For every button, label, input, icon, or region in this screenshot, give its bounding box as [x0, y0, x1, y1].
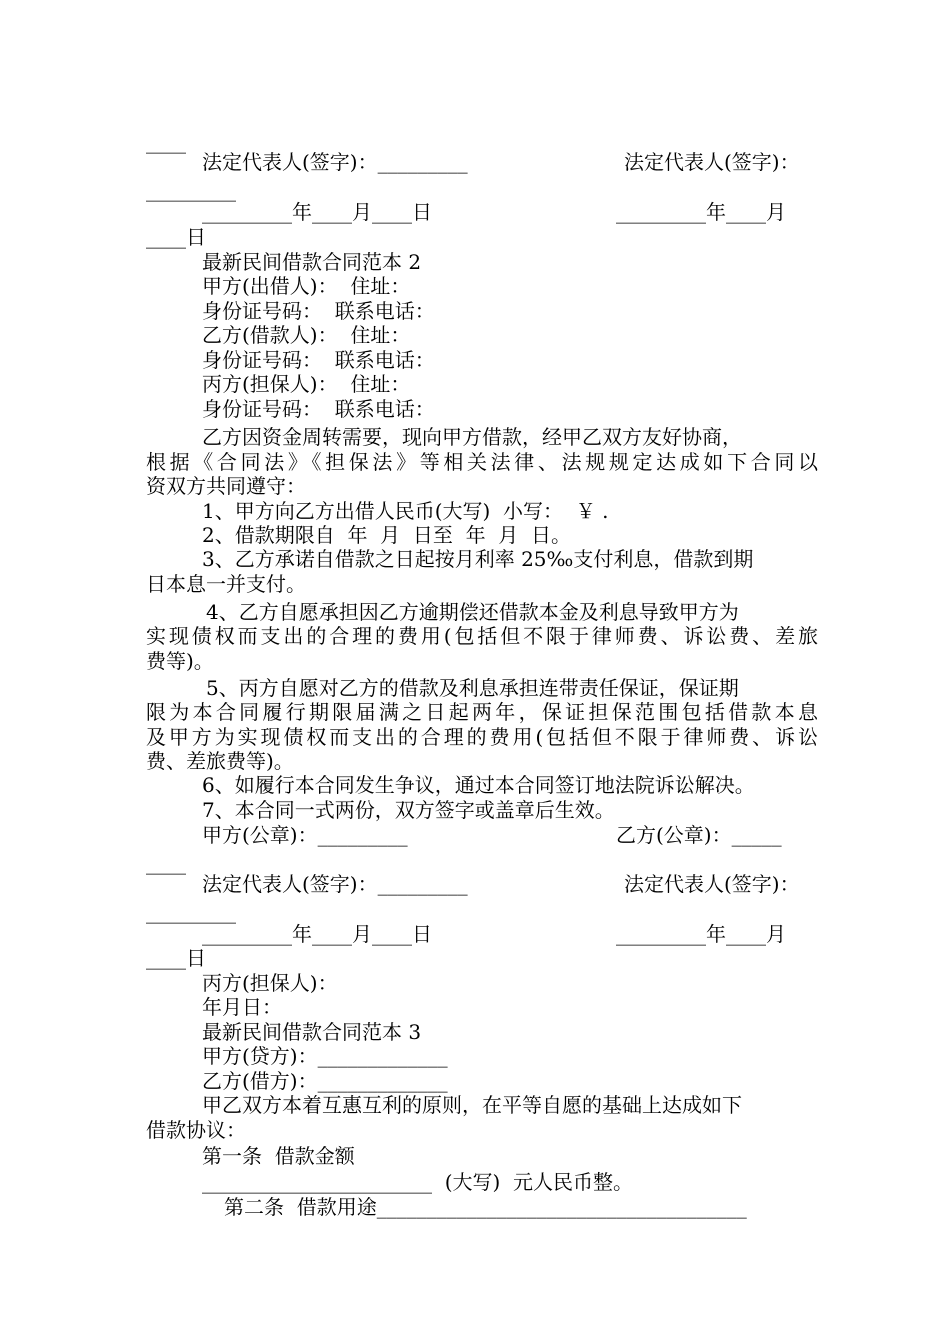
blank-line: ____ — [146, 851, 186, 875]
intro-text: 甲乙双方本着互惠互利的原则，在平等自愿的基础上达成如下 — [202, 1093, 742, 1117]
clause-6: 6、如履行本合同发生争议，通过本合同签订地法院诉讼解决。 — [202, 773, 755, 797]
clause-4-cont: 实现债权而支出的合理的费用(包括但不限于律师费、诉讼费、差旅 — [146, 624, 818, 648]
intro-text: 根据《合同法》《担保法》等相关法律、法规规定达成如下合同以 — [146, 450, 818, 474]
clause-3: 3、乙方承诺自借款之日起按月利率 25‰支付利息，借款到期 — [202, 547, 754, 571]
intro-text: 资双方共同遵守： — [146, 474, 306, 498]
id-line: 身份证号码： 联系电话： — [202, 397, 435, 421]
seal-left: 甲方(公章)：_________ — [202, 823, 408, 847]
date-line-right: _________年____月 — [616, 200, 786, 224]
contract-title: 最新民间借款合同范本 3 — [202, 1020, 422, 1044]
id-line: 身份证号码： 联系电话： — [202, 299, 435, 323]
clause-4-cont: 费等)。 — [146, 649, 214, 673]
clause-4: 4、乙方自愿承担因乙方逾期偿还借款本金及利息导致甲方为 — [206, 600, 739, 624]
blank-line: ____ — [146, 130, 186, 154]
date-line-left: _________年____月____日 — [202, 922, 432, 946]
date-line-left: _________年____月____日 — [202, 200, 432, 224]
date-line-cont: ____日 — [146, 946, 206, 970]
clause-5-cont: 费、差旅费等)。 — [146, 749, 294, 773]
legal-rep-signature-left: 法定代表人(签字)：_________ — [202, 150, 468, 174]
lender-line: 甲方(贷方)：_____________ — [202, 1044, 448, 1068]
blank-line: _________ — [146, 178, 236, 202]
legal-rep-signature-right: 法定代表人(签字)： — [624, 872, 800, 896]
guarantor-line: 丙方(担保人)： — [202, 971, 338, 995]
clause-2: 2、借款期限自 年 月 日至 年 月 日。 — [202, 523, 572, 547]
party-b-line: 乙方(借款人)： 住址： — [202, 323, 411, 347]
party-c-line: 丙方(担保人)： 住址： — [202, 372, 411, 396]
seal-right: 乙方(公章)：_____ — [616, 823, 782, 847]
legal-rep-signature-right: 法定代表人(签字)： — [624, 150, 800, 174]
clause-1: 1、甲方向乙方出借人民币(大写) 小写： ￥ . — [202, 499, 609, 523]
borrower-line: 乙方(借方)：_____________ — [202, 1069, 448, 1093]
party-a-line: 甲方(出借人)： 住址： — [202, 274, 411, 298]
clause-5-cont: 及甲方为实现债权而支出的合理的费用(包括但不限于律师费、诉讼 — [146, 725, 818, 749]
article-1-heading: 第一条 借款金额 — [202, 1144, 355, 1168]
article-1-amount: _______________________ (大写) 元人民币整。 — [202, 1170, 634, 1194]
clause-7: 7、本合同一式两份，双方签字或盖章后生效。 — [202, 798, 615, 822]
contract-title: 最新民间借款合同范本 2 — [202, 250, 422, 274]
intro-text: 乙方因资金周转需要，现向甲方借款，经甲乙双方友好协商， — [202, 425, 742, 449]
date-line-cont: ____日 — [146, 225, 206, 249]
date-label: 年月日： — [202, 995, 282, 1019]
legal-rep-signature-left: 法定代表人(签字)：_________ — [202, 872, 468, 896]
article-2-heading: 第二条 借款用途_____________________________________ — [224, 1195, 747, 1219]
intro-text: 借款协议： — [146, 1118, 246, 1142]
clause-5: 5、丙方自愿对乙方的借款及利息承担连带责任保证，保证期 — [206, 676, 739, 700]
date-line-right: _________年____月 — [616, 922, 786, 946]
id-line: 身份证号码： 联系电话： — [202, 348, 435, 372]
clause-3-cont: 日本息一并支付。 — [146, 572, 306, 596]
blank-line: _________ — [146, 900, 236, 924]
clause-5-cont: 限为本合同履行期限届满之日起两年，保证担保范围包括借款本息 — [146, 700, 818, 724]
